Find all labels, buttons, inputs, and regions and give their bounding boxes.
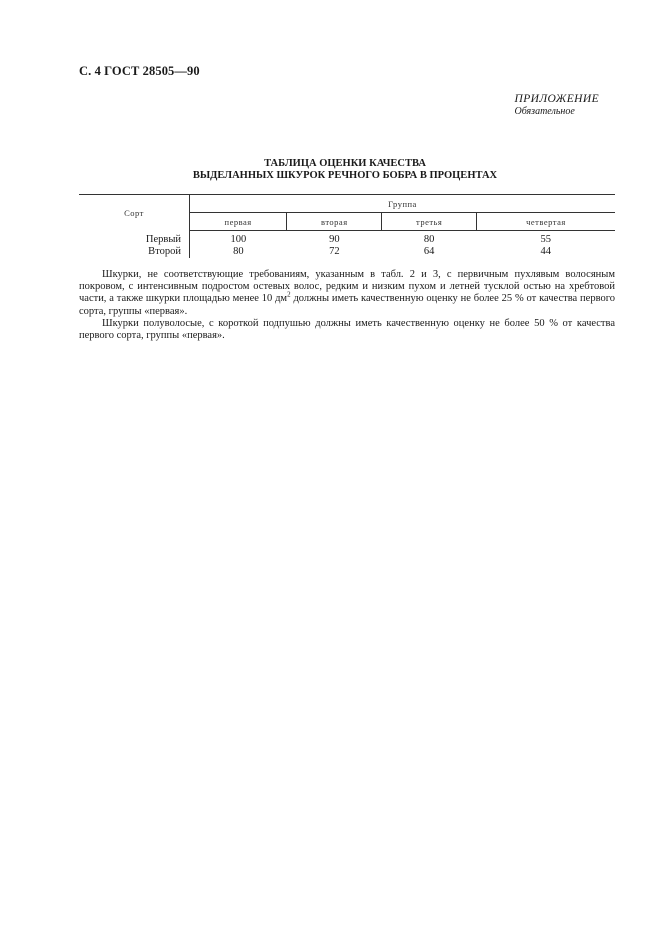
table-row (79, 231, 615, 247)
table-row (79, 246, 615, 258)
paragraph-1-tail: должны иметь качественную оценку не более 25 % от качества первого сорта, группы «первая». (79, 293, 615, 317)
table-cell: 80 (233, 246, 244, 257)
appendix-label (515, 93, 599, 117)
row-sort-label: Первый (79, 231, 190, 247)
appendix-title: ПРИЛОЖЕНИЕ (514, 93, 599, 105)
col-header-group-2: вторая (287, 213, 382, 231)
appendix-note: Обязательное (514, 106, 575, 117)
table-cell: 80 (423, 234, 435, 245)
table-cell: 44 (540, 246, 551, 257)
col-header-sort: Сорт (79, 195, 190, 231)
table-title (0, 158, 661, 182)
col-header-group-4: четвертая (476, 213, 615, 231)
row-sort-label: Второй (79, 246, 190, 258)
paragraph-1-text: Шкурки, не соответствующие требованиям, указанным в табл. 2 и 3, с первичным пухлявым волосяным покровом, с интенсивным подростом остевых волос, редким и низким пухом и летней тусклой остью на хребтовой части, а также шкурки площадью менее 10 дм (79, 269, 615, 305)
col-header-group-3: третья (382, 213, 476, 231)
table-cell: 55 (540, 234, 551, 245)
body-text (79, 269, 615, 342)
table-cell: 64 (423, 246, 435, 257)
paragraph-1 (79, 269, 615, 318)
table-title-line-2: ВЫДЕЛАННЫХ ШКУРОК РЕЧНОГО БОБРА В ПРОЦЕНТАХ (192, 170, 498, 181)
quality-table (79, 194, 615, 258)
table-cell: 90 (329, 234, 340, 245)
col-header-group-1: первая (190, 213, 287, 231)
table-title-line-1: ТАБЛИЦА ОЦЕНКИ КАЧЕСТВА (264, 158, 426, 169)
table-cell: 72 (329, 246, 340, 257)
superscript: 2 (287, 290, 291, 299)
page-header: С. 4 ГОСТ 28505—90 (79, 64, 200, 78)
table-cell: 100 (230, 234, 247, 245)
col-header-group: Группа (190, 195, 616, 213)
paragraph-2: Шкурки полуволосые, с короткой подпушью должны иметь качественную оценку не более 50 % от качества первого сорта, группы «первая». (79, 317, 615, 342)
